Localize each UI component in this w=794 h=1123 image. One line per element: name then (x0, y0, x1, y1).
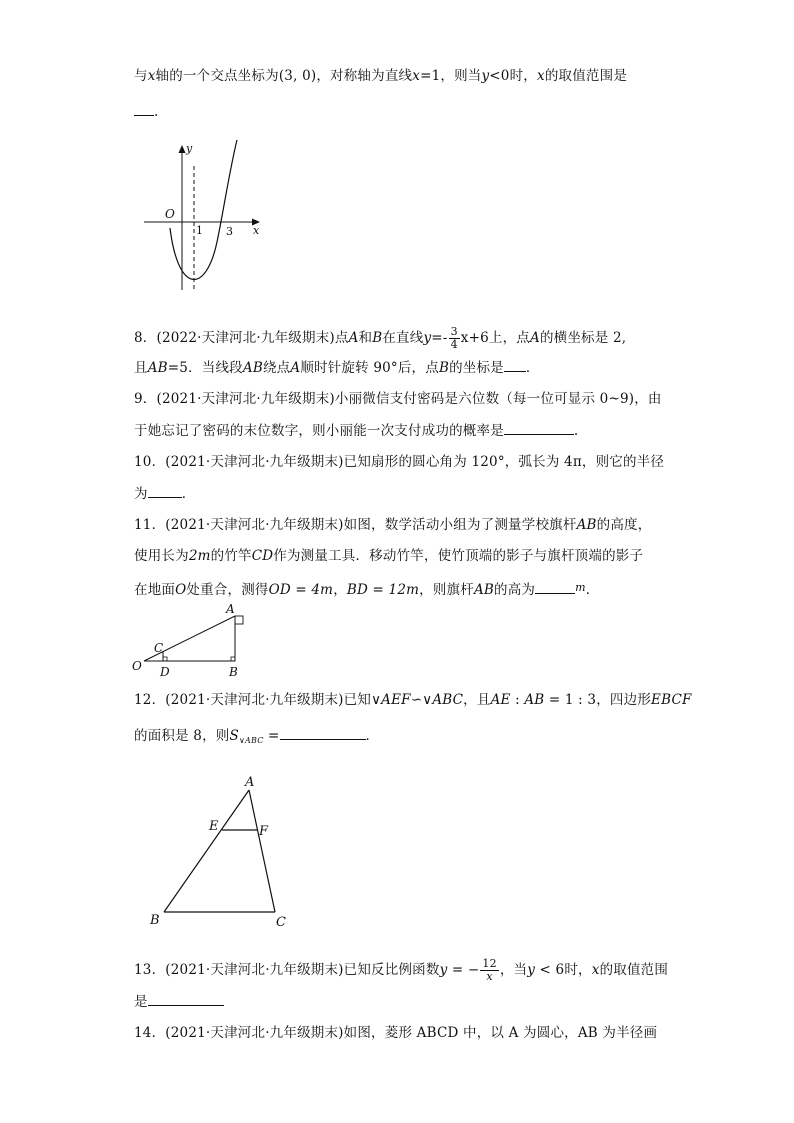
q11-label-A: A (226, 602, 235, 616)
q11-line2 (134, 546, 643, 566)
q7-label-y: y (186, 142, 193, 155)
q8-text: 在直线 (382, 330, 424, 346)
q11-text: 作为测量工具．移动竹竿，使竹顶端的影子与旗杆顶端的影子 (273, 548, 644, 564)
q11-text: ． (585, 582, 600, 598)
q11-var: BD (346, 582, 369, 598)
q7-text: . (154, 104, 159, 120)
q10-number: 10． (134, 454, 166, 470)
q8-line1 (134, 326, 626, 351)
q12-text: ． (365, 728, 380, 744)
q11-square-A (235, 616, 243, 624)
q12-text: 已知 (343, 692, 372, 708)
q8-var: AB (242, 360, 263, 376)
q13-var: y (527, 962, 536, 978)
q7-parabola-figure (140, 138, 270, 298)
q7-text: 轴的一个交点坐标为(3, 0)，对称轴为直线 (155, 68, 413, 84)
q11-var: O (175, 582, 187, 598)
q13-text: < 6 (535, 962, 565, 978)
q11-var: AB (576, 517, 597, 533)
q11-source: (2021·天津河北·九年级期末) (165, 517, 344, 533)
q12-text: : (510, 692, 525, 708)
q8-text: 和 (358, 330, 373, 346)
q7-answer-blank[interactable] (134, 101, 154, 116)
q10-text: 已知扇形的圆心角为 120°，弧长为 4π，则它的半径 (343, 454, 665, 470)
q9-line2 (134, 420, 578, 441)
q11-label-D: D (160, 665, 170, 679)
q11-text: 的高为 (494, 582, 536, 598)
q13-fraction (480, 958, 498, 983)
q11-right-angle-B (231, 657, 235, 661)
q11-text: 的竹竿 (210, 548, 252, 564)
q13-text: ，当 (499, 962, 528, 978)
q13-text: 时， (564, 962, 592, 978)
q11-text: ，则旗杆 (419, 582, 474, 598)
q13-text: 的取值范围 (599, 962, 669, 978)
q7-text: =1，则当 (420, 68, 482, 84)
q11-text: 如图，数学活动小组为了测量学校旗杆 (343, 517, 577, 533)
q11-label-B: B (229, 665, 238, 679)
q9-number: 9． (134, 391, 157, 407)
q11-var: 2m (188, 548, 211, 564)
q12-line2 (134, 725, 379, 751)
q9-source: (2021·天津河北·九年级期末) (156, 391, 335, 407)
q13-frac-den: x (486, 970, 493, 983)
q12-subscript: ∨ABC (238, 736, 264, 745)
q13-source: (2021·天津河北·九年级期末) (165, 962, 344, 978)
q12-label-C: C (276, 915, 286, 930)
q14-line1 (134, 1023, 657, 1043)
q7-text: <0时， (489, 68, 537, 84)
q12-side-AB (164, 790, 249, 912)
q8-text: =- (431, 330, 448, 346)
q12-text: ，且 (463, 692, 491, 708)
q7-var-x: x (147, 68, 156, 84)
q12-var: ∨AEF (371, 692, 411, 708)
q7-line1 (134, 66, 627, 86)
q7-text: 的取值范围是 (544, 68, 628, 84)
q13-line2 (134, 991, 224, 1012)
q8-var: y (423, 330, 432, 346)
q7-label-three: 3 (226, 225, 233, 238)
q13-var: x (591, 962, 600, 978)
q11-label-C: C (154, 641, 164, 655)
q12-source: (2021·天津河北·九年级期末) (165, 692, 344, 708)
q12-var: ∨ABC (422, 692, 464, 708)
q12-var: EBCF (651, 692, 692, 708)
q11-figure (128, 600, 258, 680)
q14-source: (2021·天津河北·九年级期末) (165, 1025, 344, 1041)
q8-text: 绕点 (262, 360, 291, 376)
q7-text: 与 (134, 68, 148, 84)
q10-line1 (134, 452, 664, 472)
q12-text: ，四边形 (596, 692, 652, 708)
q9-line1 (134, 389, 662, 409)
q12-answer-blank[interactable] (280, 725, 366, 740)
q8-var: A (530, 330, 540, 346)
q12-label-B: B (150, 913, 160, 928)
q9-text: 小丽微信支付密码是六位数（每一位可显示 0~9)，由 (334, 391, 662, 407)
q11-text: 的高度， (596, 517, 652, 533)
q14-number: 14． (134, 1025, 166, 1041)
q11-right-angle-D (163, 657, 167, 661)
q12-triangle-figure (145, 770, 295, 930)
q8-var: A (348, 330, 359, 346)
q8-line2 (134, 357, 540, 378)
q11-number: 11． (134, 517, 166, 533)
q8-text: 的坐标是 (449, 360, 504, 376)
q13-frac-num: 12 (482, 957, 497, 970)
q9-answer-blank[interactable] (504, 420, 574, 435)
q11-answer-blank[interactable] (535, 579, 575, 594)
q11-var: = 4m (290, 582, 334, 598)
q8-text: x+6上，点 (460, 330, 530, 346)
q11-line3 (134, 578, 599, 600)
q11-text: 处重合，测得 (186, 582, 269, 598)
q11-text: 在地面 (134, 582, 176, 598)
q12-line1 (134, 690, 692, 710)
q7-line2 (134, 101, 159, 122)
q12-text: 的面积是 8，则 (134, 728, 230, 744)
q13-text: = − (447, 962, 480, 978)
q7-label-x: x (253, 224, 260, 237)
q7-label-origin: O (165, 207, 175, 221)
q11-var: CD (251, 548, 274, 564)
q8-frac-num: 3 (450, 325, 458, 338)
q12-label-A: A (245, 775, 255, 790)
q11-text: 使用长为 (134, 548, 189, 564)
q8-text: =5．当线段 (167, 360, 243, 376)
q8-var: B (372, 330, 383, 346)
q7-var-y: y (481, 68, 490, 84)
q9-text: 于她忘记了密码的末位数字，则小丽能一次支付成功的概率是 (134, 423, 504, 439)
q8-fraction (449, 326, 460, 351)
q12-text: = 1 : 3 (544, 692, 597, 708)
q10-line2 (134, 483, 195, 504)
q7-var-x: x (412, 68, 421, 84)
q12-var: AE (490, 692, 511, 708)
q11-line1 (134, 515, 651, 535)
q12-var: AB (524, 692, 545, 708)
q8-text: 点 (334, 330, 349, 346)
q8-frac-den: 4 (450, 338, 458, 351)
q12-label-F: F (259, 824, 269, 839)
q8-var: A (290, 360, 301, 376)
q10-answer-blank[interactable] (148, 483, 182, 498)
q11-unit: m (575, 581, 586, 594)
q8-number: 8． (134, 330, 157, 346)
q12-label-E: E (209, 819, 219, 834)
q13-text: 已知反比例函数 (343, 962, 440, 978)
q12-text: ∽ (410, 692, 423, 708)
q7-label-one: 1 (196, 224, 203, 237)
q11-var: AB (473, 582, 495, 598)
q7-parabola-curve (170, 140, 237, 279)
q11-var: = 12m (368, 582, 420, 598)
q8-var: B (438, 360, 450, 376)
q8-source: (2022·天津河北·九年级期末) (156, 330, 335, 346)
q12-text: = (263, 728, 280, 744)
q13-text: 是 (134, 994, 148, 1010)
q13-var: y (439, 962, 448, 978)
q7-var-x: x (537, 68, 545, 84)
q12-side-AC (249, 790, 275, 912)
q9-text: . (573, 423, 579, 439)
q11-text: ， (333, 582, 347, 598)
q10-text: 为 (134, 486, 148, 502)
q11-var: OD (268, 582, 291, 598)
q8-text: 顺时针旋转 90°后，点 (300, 360, 439, 376)
q8-var: AB (147, 360, 168, 376)
q8-text: ． (525, 360, 540, 376)
q10-text: ． (181, 486, 196, 502)
q10-source: (2021·天津河北·九年级期末) (165, 454, 344, 470)
q14-text: 如图，菱形 ABCD 中，以 A 为圆心，AB 为半径画 (343, 1025, 658, 1041)
q8-text: 的横坐标是 2, (539, 330, 627, 346)
q13-answer-blank[interactable] (148, 991, 224, 1006)
q8-answer-blank[interactable] (504, 357, 526, 372)
q7-y-arrow (179, 145, 186, 153)
q11-label-O: O (132, 659, 142, 673)
q13-line1 (134, 958, 668, 983)
q12-var: S (229, 728, 239, 744)
q8-text: 且 (134, 360, 148, 376)
q12-number: 12． (134, 692, 166, 708)
q13-number: 13． (134, 962, 166, 978)
